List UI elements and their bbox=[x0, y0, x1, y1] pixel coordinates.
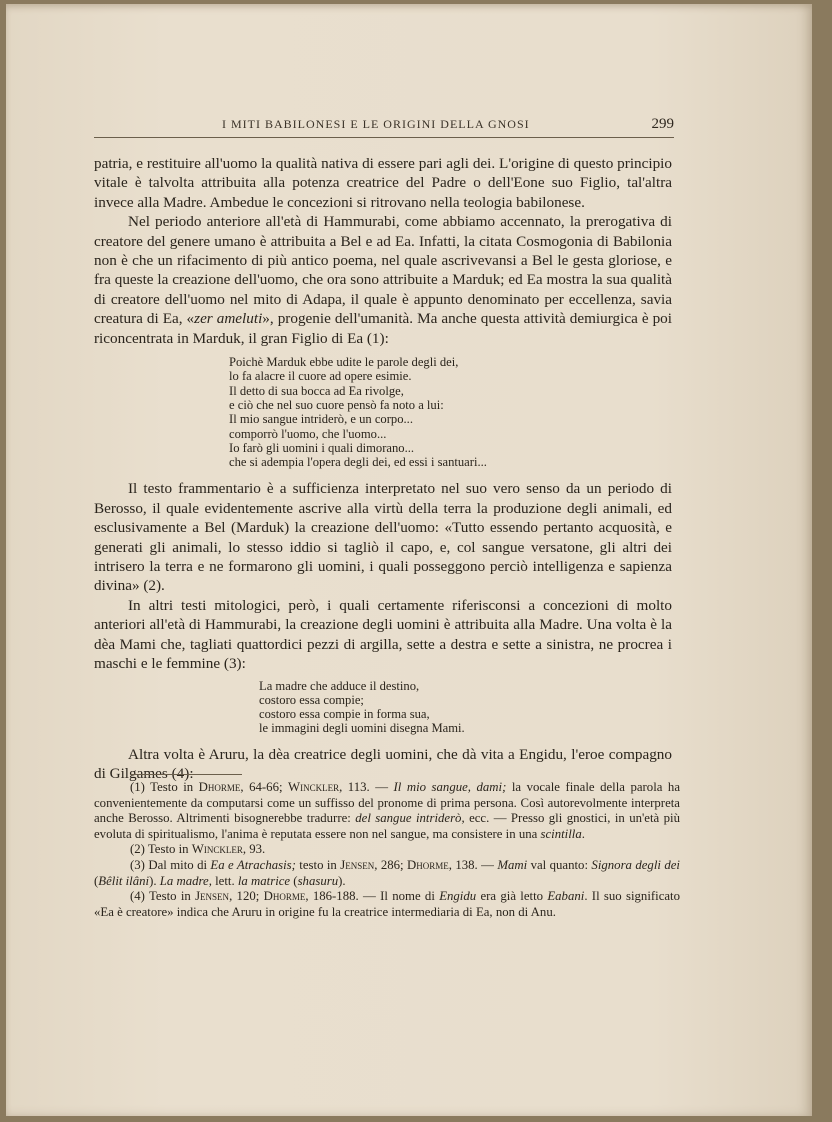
footnote-text: ( bbox=[290, 873, 298, 888]
footnote-italic: scintilla bbox=[540, 826, 582, 841]
paragraph-1: patria, e restituire all'uomo la qualità nativa di essere pari agli dei. L'origine di questo principio vitale è talvolta attribuita alla potenza creatrice del Padre o dell'Eone suo Figlio, tal'altra invece alla Madre. Ambedue le concezioni si ritrovano nella teologia babilonese. bbox=[94, 155, 672, 211]
paragraph-5: Altra volta è Aruru, la dèa creatrice degli uomini, che dà vita a Engidu, l'eroe compagno di Gilgames (4): bbox=[94, 745, 672, 783]
footnote-italic: del sangue intriderò, bbox=[355, 811, 465, 826]
footnote-text: lett. bbox=[211, 873, 238, 888]
footnote-text: . Il suo significato «Ea è creatore» indica che Aruru in origine fu la creatrice intermediaria di Ea, non di Anu. bbox=[94, 889, 681, 919]
footnote-italic: Ea e Atrachasis; bbox=[210, 857, 296, 872]
zer-ameluti-term: zer ameluti bbox=[194, 310, 263, 328]
author-name: Dhorme bbox=[198, 780, 241, 794]
footnote-italic: shasuru bbox=[297, 873, 339, 888]
footnote-text: era già letto bbox=[476, 889, 548, 904]
author-name: Jensen bbox=[195, 889, 230, 904]
footnote-mark: (2) Testo in bbox=[130, 842, 192, 857]
footnote-text: , 120; bbox=[229, 889, 264, 904]
author-name: Winckler bbox=[191, 842, 243, 857]
paragraph-4: In altri testi mitologici, però, i quali certamente riferisconsi a concezioni di molto anteriori all'età di Hammurabi, la creazione degli uomini è attribuita alla Madre. Una volta è la dèa Mami che, tagliati quattordici pezzi di argilla, sette a destra e sette a sinistra, ne procrea i maschi e le femmine (3): bbox=[94, 596, 672, 673]
paragraph-2-part-a: Nel periodo anteriore all'età di Hammurabi, come abbiamo accennato, la prerogativa di creatore del genere umano è attribuita a Bel e ad Ea. Infatti, la citata Cosmogonia di Babilonia non è che un rifacimento di più antico poema, nel quale ascrivevansi a Bel le gesta gloriose, e fra queste la creazione dell'uomo, che ora sono attribuite a Marduk; ed Ea mostra la sua qualità di creatore dell'uomo nel mito di Adapa, il quale è appunto denominato per eccellenza, savia creatura di Ea, « bbox=[94, 213, 672, 328]
footnote-text: , 186-188. — Il nome di bbox=[305, 889, 440, 904]
footnote-text: , 93. bbox=[242, 842, 266, 857]
footnote-text: , 286; bbox=[374, 857, 407, 872]
verse-line: Il detto di sua bocca ad Ea rivolge, bbox=[229, 383, 404, 398]
author-name: Dhorme bbox=[263, 889, 306, 904]
footnotes bbox=[94, 780, 680, 920]
footnote-mark: (4) Testo in bbox=[130, 889, 196, 904]
footnote-italic: Bêlit ilâni bbox=[98, 873, 150, 888]
footnote-2 bbox=[94, 842, 680, 858]
footnote-italic: Signora degli dei bbox=[591, 857, 680, 872]
verse-line: lo fa alacre il cuore ad opere esimie. bbox=[229, 369, 412, 384]
footnote-3 bbox=[94, 858, 680, 889]
footnote-mark: (3) Dal mito di bbox=[130, 857, 211, 872]
footnote-text: , 64-66; bbox=[240, 780, 289, 794]
running-head: I MITI BABILONESI E LE ORIGINI DELLA GNOSI bbox=[222, 117, 530, 131]
author-name: Winckler bbox=[288, 780, 340, 794]
paragraph-2-part-b: », progenie dell'umanità. Ma anche questa attività demiurgica è poi riconcentrata in Marduk, il gran Figlio di Ea (1): bbox=[94, 310, 672, 347]
author-name: Jensen bbox=[340, 857, 375, 872]
verse-line: costoro essa compie; bbox=[259, 692, 364, 707]
verse-line: La madre che adduce il destino, bbox=[259, 678, 420, 693]
footnote-1 bbox=[94, 780, 680, 842]
page-header bbox=[94, 116, 674, 133]
main-text bbox=[94, 154, 672, 784]
footnote-italic: Il mio sangue, dami; bbox=[393, 780, 507, 794]
footnote-italic: la matrice bbox=[237, 873, 291, 888]
footnote-text: la vocale finale della parola ha convenientemente da computarsi come un suffisso del pronome di prima persona. Così autorevolmente interpreta anche Berosso. Altrimenti bisognerebbe tradurre: bbox=[94, 780, 681, 826]
footnote-italic: Mami bbox=[497, 857, 528, 872]
book-page bbox=[6, 4, 812, 1116]
footnote-mark: (1) Testo in bbox=[130, 780, 199, 794]
verse-line: Poichè Marduk ebbe udite le parole degli dei, bbox=[229, 355, 459, 370]
footnote-text: , 113. — bbox=[339, 780, 394, 794]
verse-line: le immagini degli uomini disegna Mami. bbox=[259, 721, 465, 736]
author-name: Dhorme bbox=[406, 857, 449, 872]
verse-line: Io farò gli uomini i quali dimorano... bbox=[229, 440, 415, 455]
verse-line: Il mio sangue intriderò, e un corpo... bbox=[229, 412, 413, 427]
footnote-text: ). bbox=[149, 873, 160, 888]
header-rule bbox=[94, 137, 674, 138]
footnote-italic: Engidu bbox=[439, 889, 477, 904]
page-number: 299 bbox=[651, 116, 674, 132]
footnote-text: ecc. — Presso gli gnostici, in un'età più evoluta di spiritualismo, l'anima è reputata essere non nel sangue, ma consistere in una bbox=[94, 811, 680, 841]
verse-line: comporrò l'uomo, che l'uomo... bbox=[229, 426, 387, 441]
footnote-text: , 138. — bbox=[448, 857, 498, 872]
verse-line: costoro essa compie in forma sua, bbox=[259, 707, 430, 722]
footnote-text: . bbox=[581, 826, 585, 841]
verse-block-mami bbox=[259, 679, 672, 736]
footnote-rule bbox=[130, 774, 242, 775]
footnote-text: ( bbox=[94, 873, 99, 888]
verse-line: che si adempia l'opera degli dei, ed essi i santuari... bbox=[229, 455, 487, 470]
verse-block-marduk bbox=[229, 355, 672, 469]
paragraph-3: Il testo frammentario è a sufficienza interpretato nel suo vero senso da un periodo di Berosso, il quale evidentemente ascrive alla virtù della terra la produzione degli animali, ed esclusivamente a Bel (Marduk) la creazione dell'uomo: «Tutto essendo pertanto acquosità, e generati gli animali, lo stesso iddio si tagliò il capo, e, col sangue versatone, gli altri dei intrisero la terra e ne formarono gli uomini, i quali posseggono perciò intelligenza e sapienza divina» (2). bbox=[94, 480, 672, 595]
footnote-text: ). bbox=[338, 873, 346, 888]
verse-line: e ciò che nel suo cuore pensò fa noto a lui: bbox=[229, 397, 444, 412]
footnote-text: val quanto: bbox=[527, 857, 592, 872]
footnote-italic: Eabani bbox=[547, 889, 585, 904]
footnote-italic: La madre, bbox=[159, 873, 212, 888]
footnote-text: testo in bbox=[295, 857, 341, 872]
paragraph-2 bbox=[94, 212, 672, 348]
footnote-4 bbox=[94, 889, 680, 920]
